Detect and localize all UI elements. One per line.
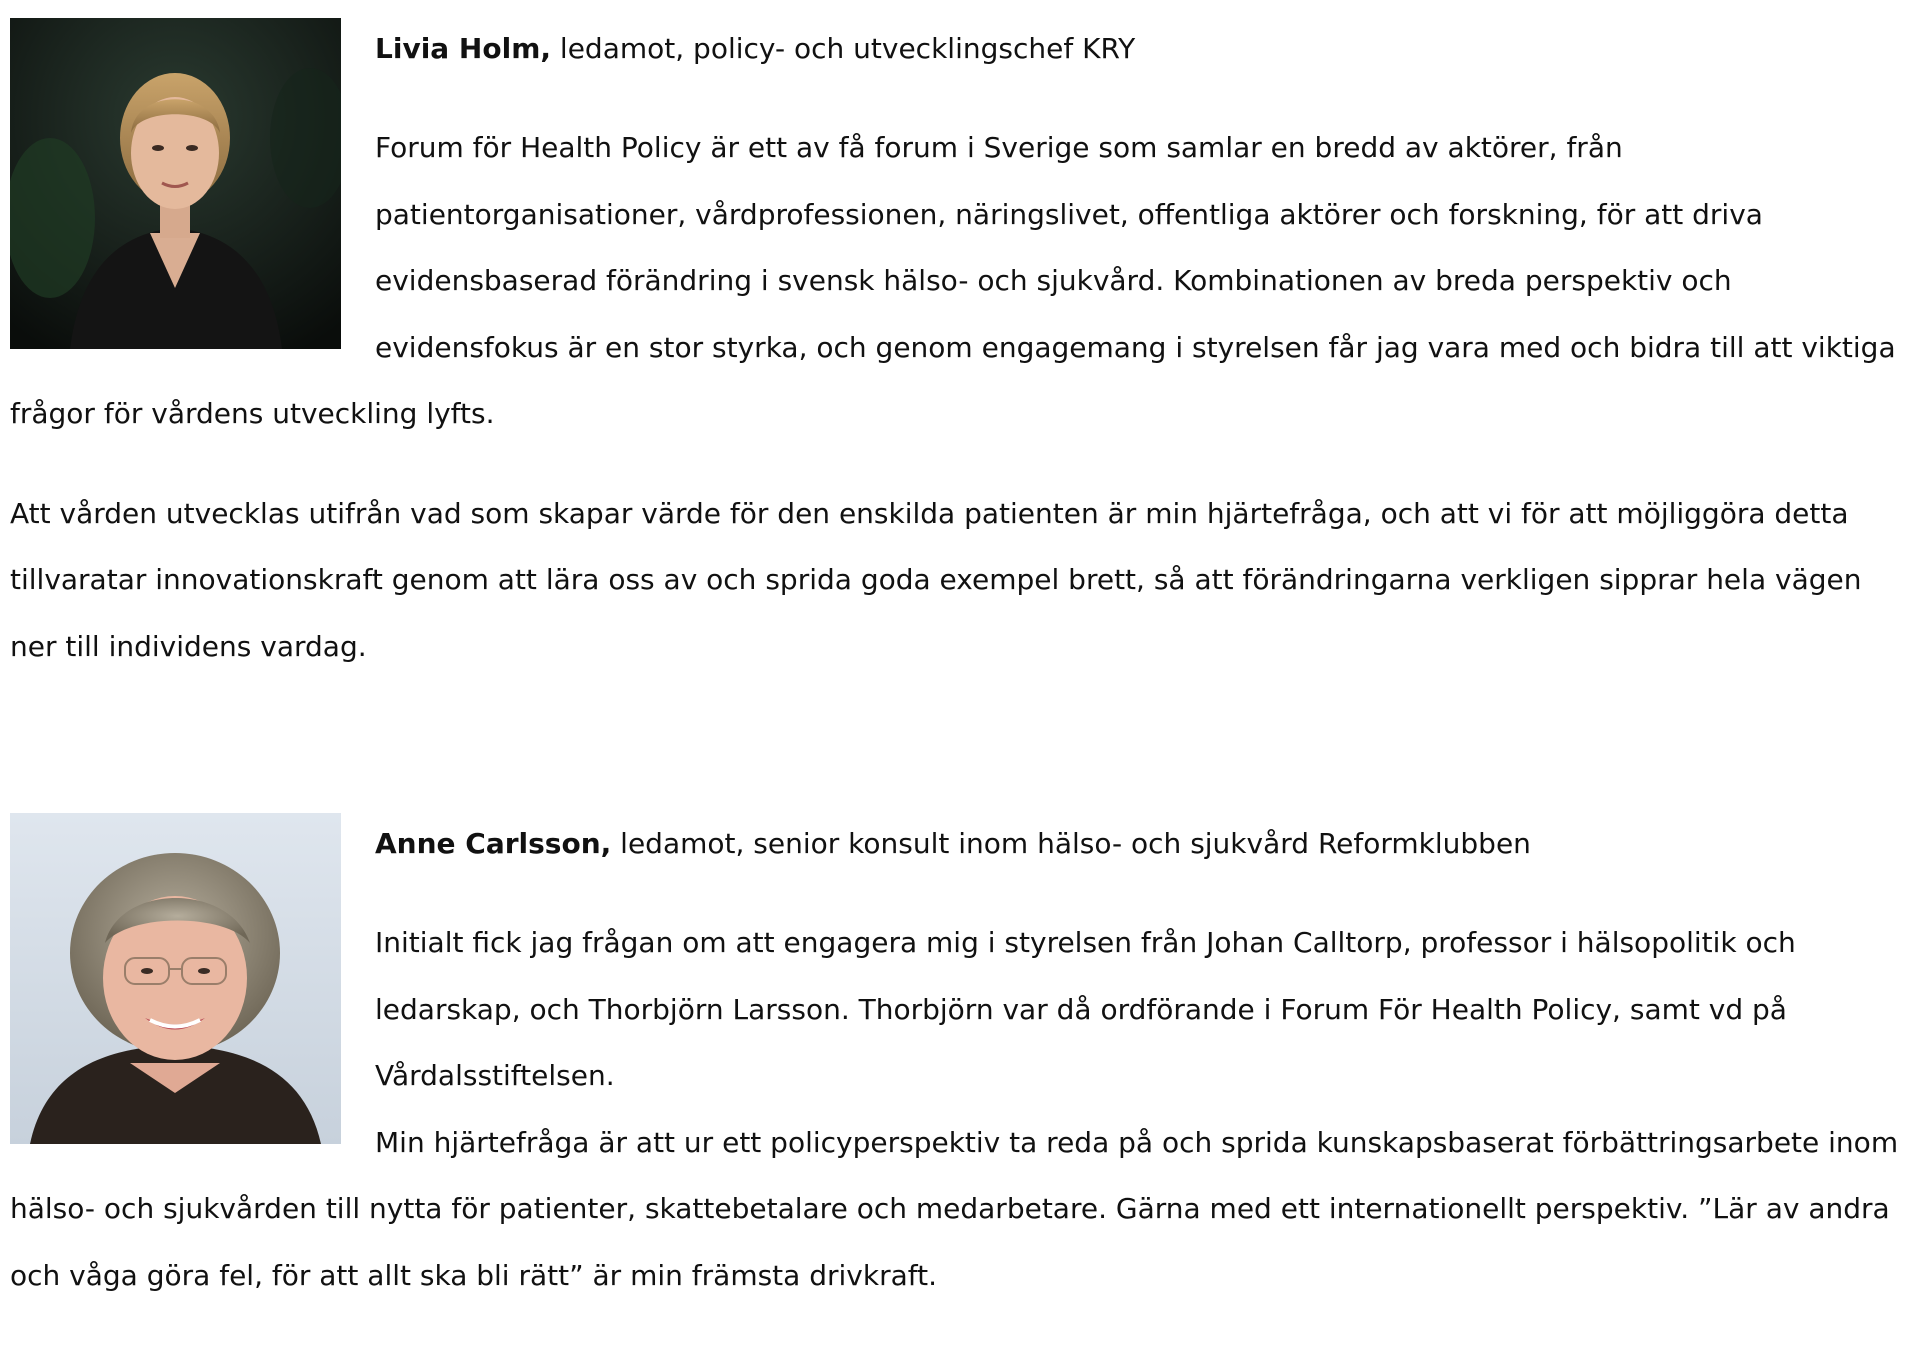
portrait-photo [10,18,341,349]
profile-anne-carlsson [10,813,1916,1309]
profile-paragraph: Min hjärtefråga är att ur ett policyperspektiv ta reda på och sprida kunskapsbaserat förbättringsarbete inom hälso- och sjukvården till nytta för patienter, skattebetalare och medarbetare. Gärna med ett internationellt perspektiv. ”Lär av andra och våga göra fel, för att allt ska bli rätt” är min främsta drivkraft. [10,1125,1899,1292]
profile-name: Livia Holm, [375,32,552,65]
profile-paragraph: Forum för Health Policy är ett av få forum i Sverige som samlar en bredd av aktörer, från patientorganisationer, vårdprofessionen, näringslivet, offentliga aktörer och forskning, för att driva evidensbaserad förändring i svensk hälso- och sjukvård. Kombinationen av breda perspektiv och evidensfokus är en stor styrka, och genom engagemang i styrelsen får jag vara med och bidra till att viktiga frågor för vårdens utveckling lyfts. [10,131,1896,430]
profile-role: ledamot, senior konsult inom hälso- och sjukvård Reformklubben [620,827,1531,860]
portrait-photo [10,813,341,1144]
profile-paragraph: Initialt fick jag frågan om att engagera mig i styrelsen från Johan Calltorp, professor i hälsopolitik och ledarskap, och Thorbjörn Larsson. Thorbjörn var då ordförande i Forum För Health Policy, samt vd på Vårdalsstiftelsen. [375,926,1796,1092]
profile-livia-holm [10,18,1916,680]
profile-name: Anne Carlsson, [375,827,612,860]
profile-paragraph: Att vården utvecklas utifrån vad som skapar värde för den enskilda patienten är min hjärtefråga, och att vi för att möjliggöra detta tillvaratar innovationskraft genom att lära oss av och sprida goda exempel brett, så att förändringarna verkligen sipprar hela vägen ner till individens vardag. [10,496,1862,663]
profile-role: ledamot, policy- och utvecklingschef KRY [559,32,1136,65]
